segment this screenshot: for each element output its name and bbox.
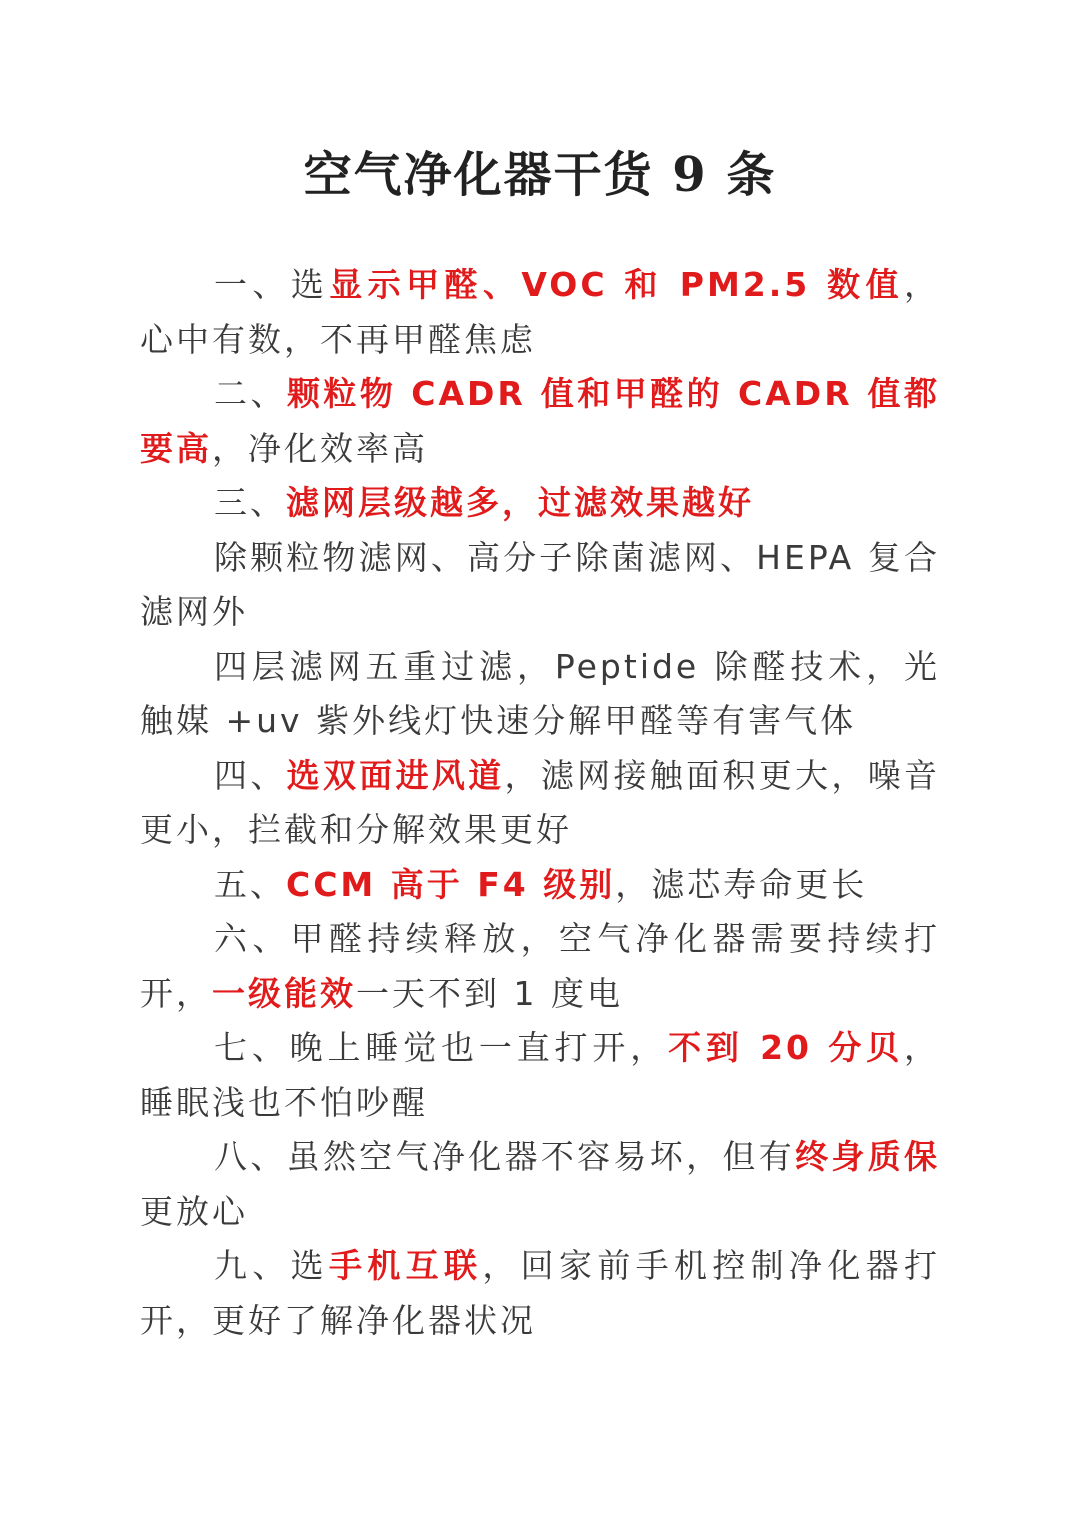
paragraph-3	[140, 476, 940, 531]
highlight-segment: 一级能效	[212, 973, 356, 1013]
highlight-segment: 不到 20 分贝	[668, 1028, 904, 1067]
text-segment: 一、选	[214, 265, 330, 304]
text-segment: 六、甲醛持续释放，空气净化器需要持续打开，	[140, 919, 940, 1013]
highlight-segment: 颗粒物 CADR 值和甲醛的 CADR 值都要高	[140, 374, 941, 468]
text-segment: 八、虽然空气净化器不容易坏，但有	[214, 1137, 796, 1176]
page-title: 空气净化器干货 9 条	[303, 147, 777, 203]
paragraph-7	[140, 858, 940, 913]
text-segment: 七、晚上睡觉也一直打开，	[214, 1028, 669, 1067]
text-segment: ，净化效率高	[212, 428, 428, 468]
highlight-segment: 手机互联	[329, 1246, 483, 1285]
text-segment: ，回家前手机控制净化器打开，更好了解净化器状况	[140, 1246, 941, 1340]
text-segment: ，滤网接触面积更大，噪音更小，拦截和分解效果更好	[140, 755, 941, 849]
text-segment: ，滤芯寿命更长	[615, 864, 868, 904]
text-segment: 四层滤网五重过滤，Peptide 除醛技术，光触媒 +uv 紫外线灯快速分解甲醛等有害气体	[140, 646, 940, 740]
highlight-segment: 滤网层级越多，过滤效果越好	[286, 483, 754, 522]
highlight-segment: 显示甲醛、VOC 和 PM2.5 数值	[329, 265, 904, 304]
paragraph-6	[140, 749, 940, 858]
paragraph-11	[140, 1239, 940, 1348]
highlight-segment: CCM 高于 F4 级别	[286, 864, 616, 904]
text-segment: 四、	[214, 755, 287, 795]
text-segment: 五、	[214, 864, 286, 904]
paragraph-2	[140, 367, 940, 476]
highlight-segment: 选双面进风道	[286, 755, 505, 795]
text-segment: 一天不到 1 度电	[356, 973, 623, 1013]
text-segment: 二、	[214, 374, 287, 413]
paragraph-1	[140, 258, 940, 367]
text-segment: 三、	[214, 483, 286, 522]
paragraph-10	[140, 1130, 940, 1239]
paragraph-5	[140, 640, 940, 749]
article-body	[140, 258, 940, 1348]
paragraph-4	[140, 531, 940, 640]
text-segment: ，睡眠浅也不怕吵醒	[140, 1028, 940, 1122]
text-segment: 除颗粒物滤网、高分子除菌滤网、HEPA 复合滤网外	[140, 537, 940, 631]
text-segment: ，心中有数，不再甲醛焦虑	[140, 265, 940, 359]
paragraph-9	[140, 1021, 940, 1130]
highlight-segment: 终身质保	[795, 1137, 941, 1176]
paragraph-8	[140, 912, 940, 1021]
text-segment: 更放心	[140, 1191, 248, 1231]
text-segment: 九、选	[214, 1246, 329, 1285]
